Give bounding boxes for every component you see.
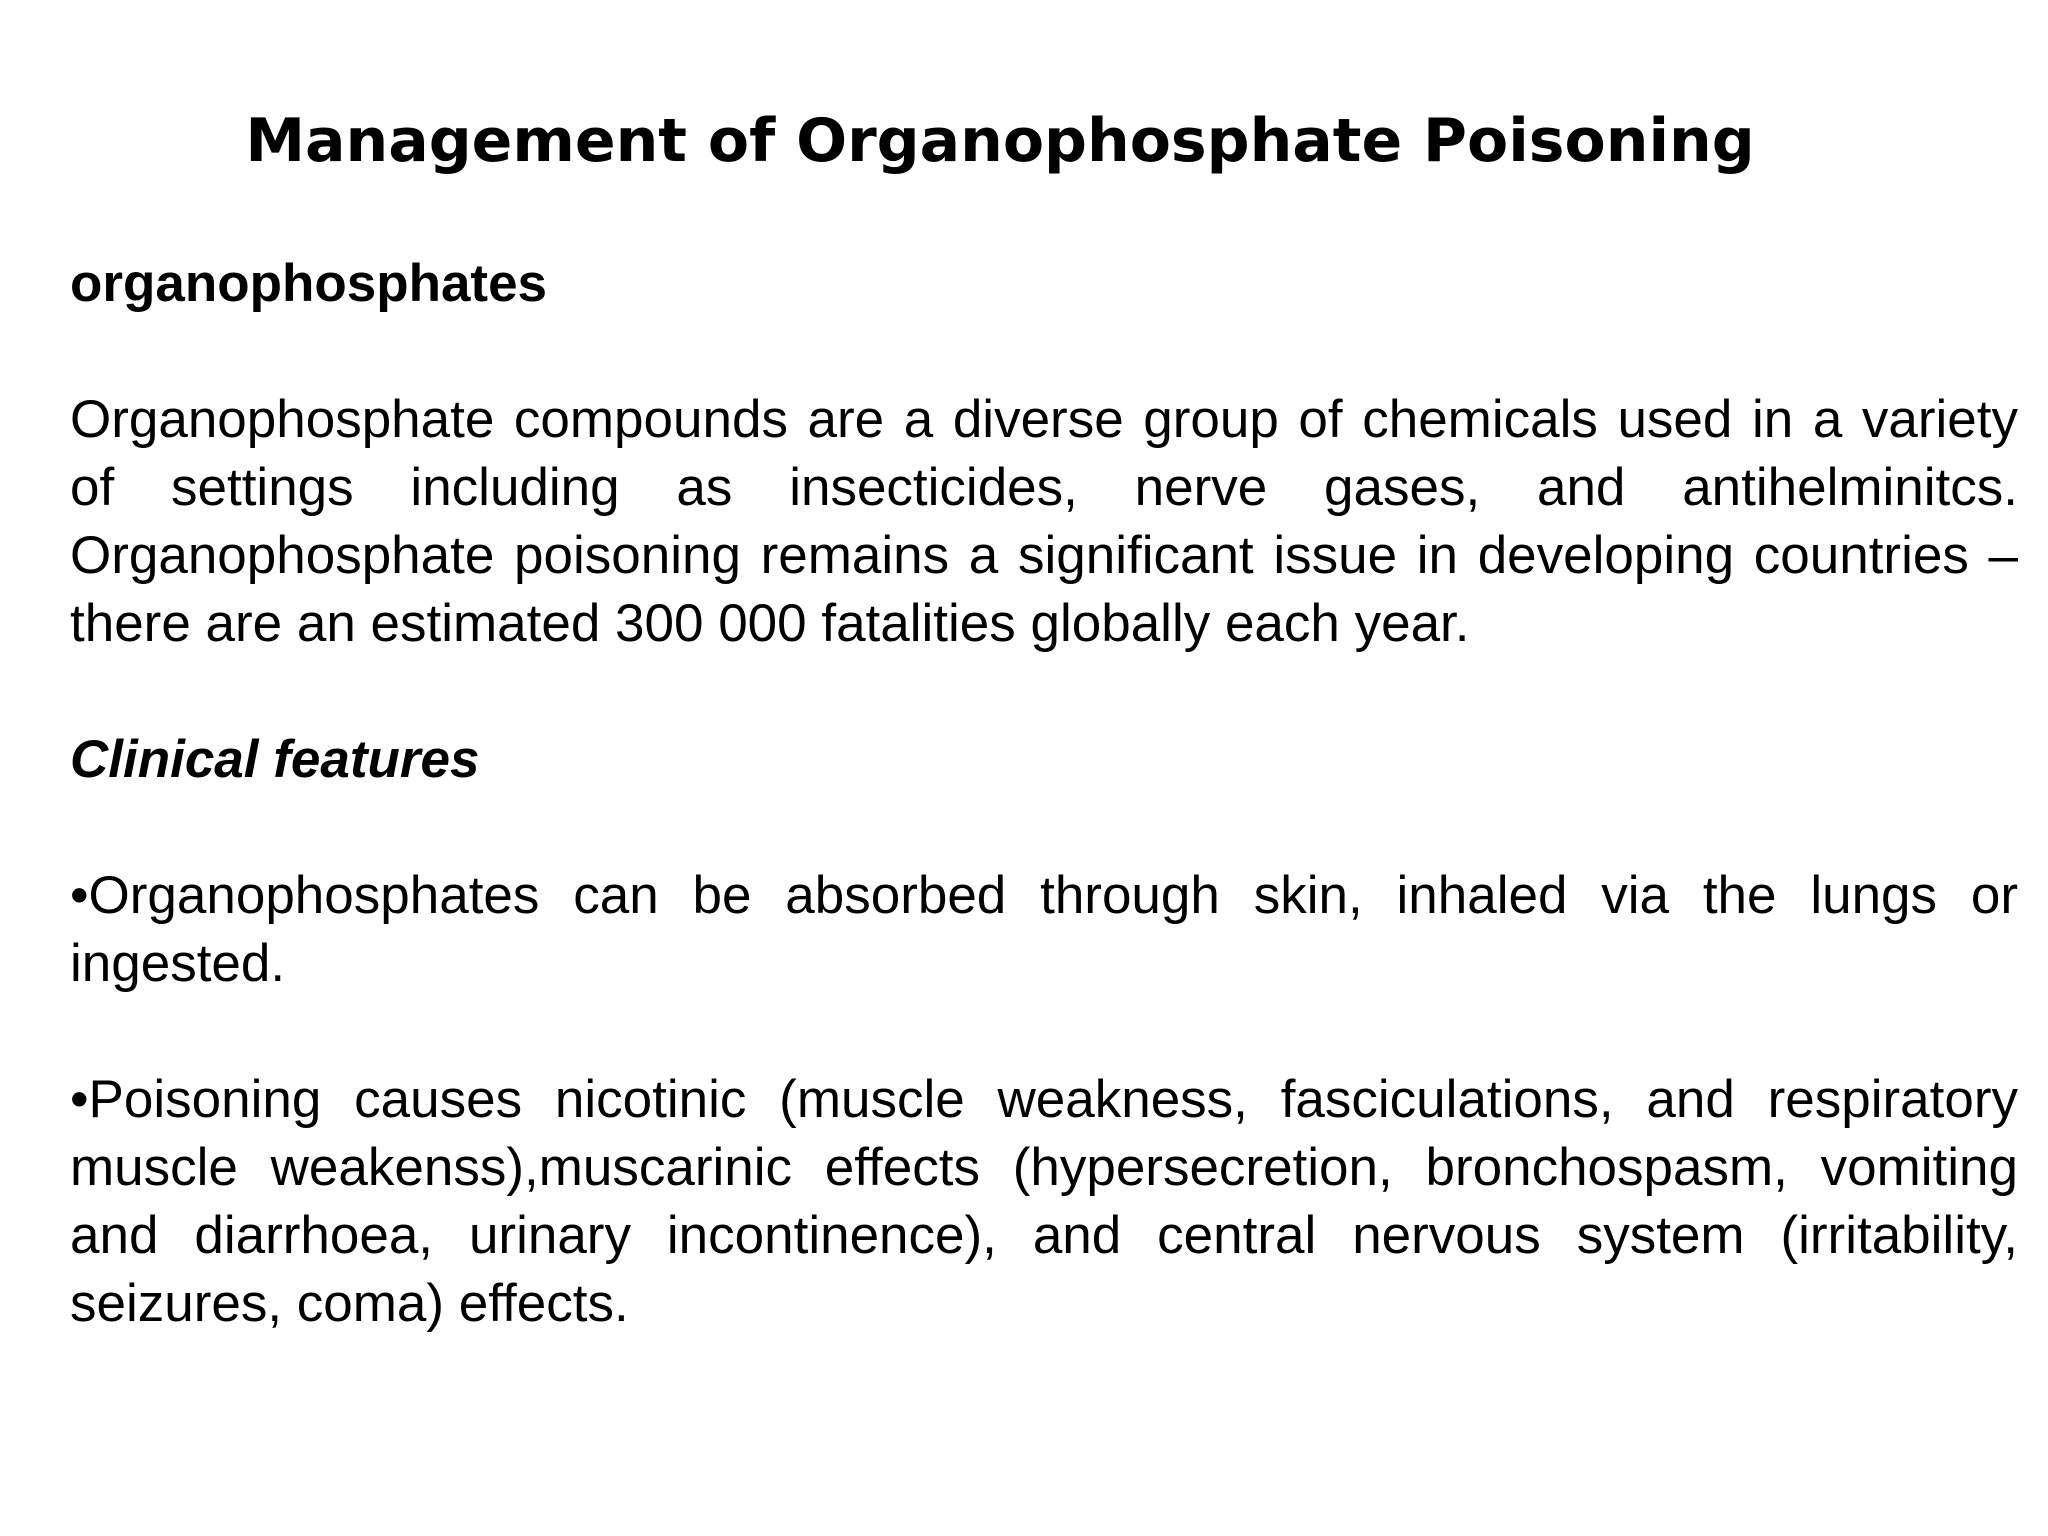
- spacer: [70, 794, 2018, 862]
- bullet-effects: •Poisoning causes nicotinic (muscle weakness, fasciculations, and respiratory muscle weakenss),muscarinic effects (hypersecretion, bronchospasm, vomiting and diarrhoea, urinary incontinence), and central nervous system (irritability, seizures, coma) effects.: [70, 1070, 2018, 1333]
- section-heading-organophosphates: organophosphates: [70, 254, 548, 313]
- slide-body: [70, 250, 2018, 1338]
- section-heading-clinical-features: Clinical features: [70, 730, 480, 789]
- intro-paragraph: Organophosphate compounds are a diverse group of chemicals used in a variety of settings including as insecticides, nerve gases, and antihelminitcs. Organophosphate poisoning remains a significant issue in developing countries –there are an estimated 300 000 fatalities globally each year.: [70, 390, 2018, 653]
- spacer: [70, 318, 2018, 386]
- spacer: [70, 658, 2018, 726]
- spacer: [70, 998, 2018, 1066]
- bullet-absorption: •Organophosphates can be absorbed through skin, inhaled via the lungs or ingested.: [70, 866, 2018, 993]
- slide-title: Management of Organophosphate Poisoning: [245, 106, 1755, 176]
